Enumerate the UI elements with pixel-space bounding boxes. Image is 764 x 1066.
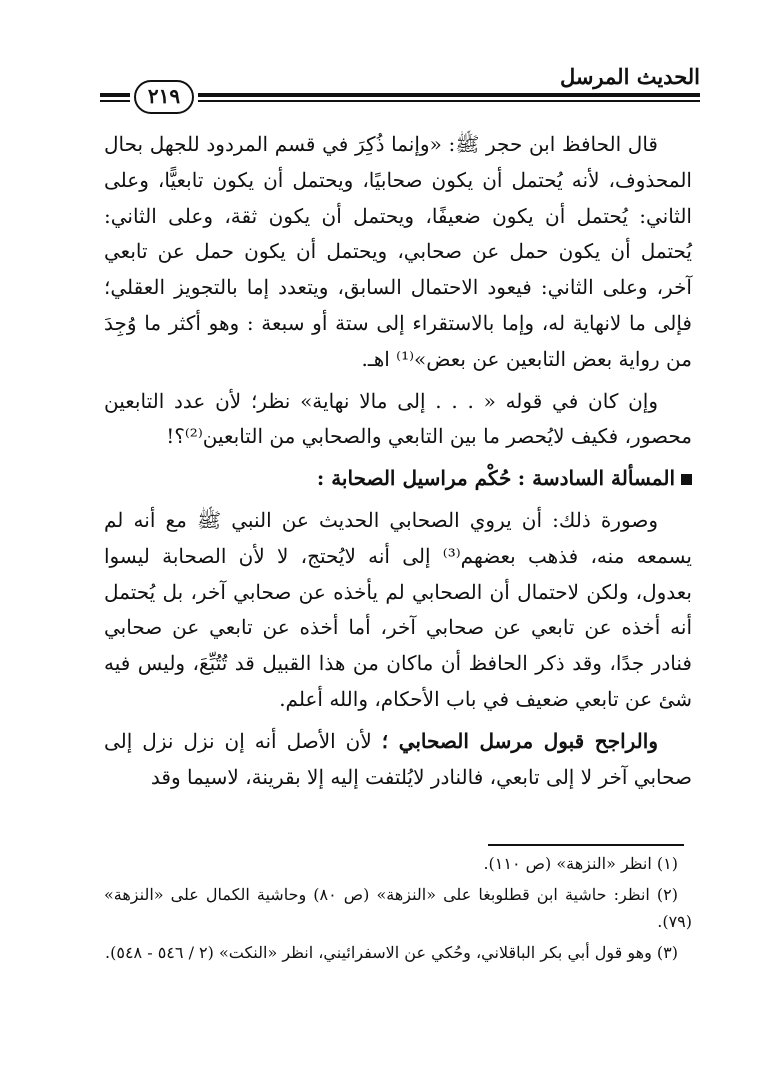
running-head: الحديث المرسل <box>559 64 700 89</box>
footnote-2: (٢) انظر: حاشية ابن قطلوبغا على «النزهة» (ص ٨٠) وحاشية الكمال على «النزهة» (٧٩). <box>104 885 692 931</box>
header-rule-left-thin <box>100 100 130 102</box>
main-text <box>104 127 692 801</box>
footnote-3: (٣) وهو قول أبي بكر الباقلاني، وحُكي عن الاسفرائيني، انظر «النكت» (٢ / ٥٤٦ - ٥٤٨). <box>105 943 678 962</box>
section-heading <box>104 461 692 497</box>
page-header <box>100 64 700 114</box>
section-heading-label: المسألة السادسة : <box>517 466 675 491</box>
conclusion-bold: والراجح قبول مرسل الصحابي ؛ <box>381 728 658 753</box>
conclusion-rest: لأن الأصل أنه إن نزل نزل إلى صحابي آخر لا إلى تابعي، فالنادر لايُلتفت إليه إلا بقرينة، لاسيما وقد <box>104 728 692 789</box>
header-rule-thick <box>198 93 700 97</box>
square-bullet-icon <box>681 474 692 485</box>
paragraph-remark: وإن كان في قوله « . . . إلى مالا نهاية» نظر؛ لأن عدد التابعين محصور، فكيف لايُحصر ما بين التابعي والصحابي من التابعين⁽²⁾؟! <box>104 388 692 449</box>
footnote-1: (١) انظر «النزهة» (ص ١١٠). <box>483 854 678 873</box>
paragraph-conclusion <box>104 724 692 796</box>
paragraph-explanation: وصورة ذلك: أن يروي الصحابي الحديث عن النبي ﷺ مع أنه لم يسمعه منه، فذهب بعضهم⁽³⁾ إلى أنه لايُحتج، لا لأن الصحابة ليسوا بعدول، ولكن لاحتمال أن الصحابي لم يأخذه عن صحابي آخر، بل يُحتمل أنه أخذه عن تابعي عن صحابي آخر، أما أخذه عن تابعي عن صحابي فنادر جدًا، وقد ذكر الحافظ أن ماكان من هذا القبيل قد تُتُبِّعَ، وليس فيه شئ عن تابعي ضعيف في باب الأحكام، والله أعلم. <box>104 507 692 711</box>
footnotes <box>104 850 692 970</box>
section-heading-text: حُكْم مراسيل الصحابة : <box>316 466 512 491</box>
footnote-rule <box>488 844 684 846</box>
page-number: ٢١٩ <box>134 80 194 114</box>
paragraph-quote: قال الحافظ ابن حجر ﷺ: «وإنما ذُكِرَ في قسم المردود للجهل بحال المحذوف، لأنه يُحتمل أن يكون صحابيًا، ويحتمل أن يكون تابعيًّا، وعلى الثاني: يُحتمل أن يكون ضعيفًا، ويحتمل أن يكون ثقة، وعلى الثاني: يُحتمل أن يكون حمل عن صحابي، ويحتمل أن يكون حمل عن تابعي آخر، وعلى الثاني: فيعود الاحتمال السابق، ويتعدد إما بالتجويز العقلي؛ فإلى ما لانهاية له، وإما بالاستقراء إلى ستة أو سبعة : وهو أكثر ما وُجِدَ من رواية بعض التابعين عن بعض»⁽¹⁾ اهـ. <box>104 132 692 371</box>
header-rule-left-thick <box>100 93 130 97</box>
header-rule-thin <box>198 100 700 102</box>
